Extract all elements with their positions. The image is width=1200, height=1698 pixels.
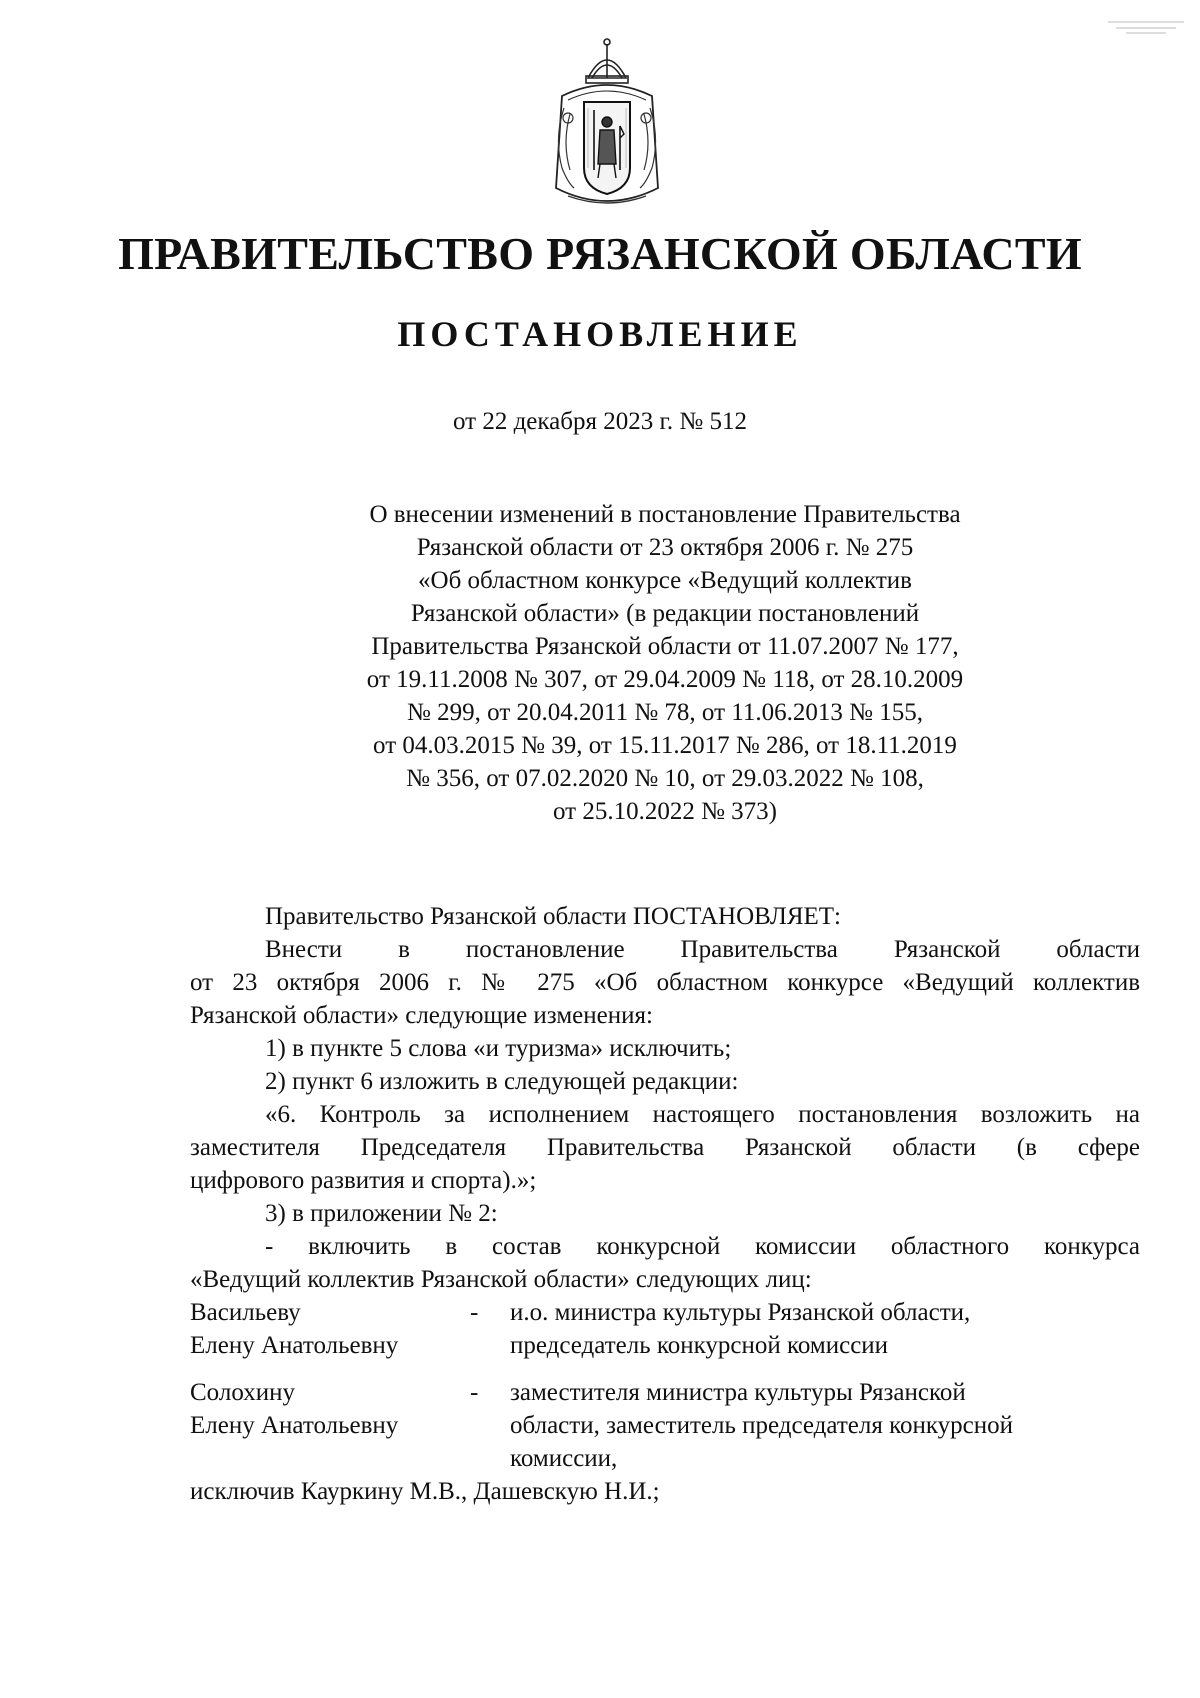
member-given-names: Елену Анатольевну	[190, 1412, 399, 1439]
document-body	[190, 900, 1140, 1508]
member-dash: -	[470, 1299, 479, 1326]
subject-line: О внесении изменений в постановление Правительства	[369, 501, 961, 528]
list-item: 2) пункт 6 изложить в следующей редакции:	[265, 1068, 739, 1095]
paragraph-line: цифрового развития и спорта).»;	[190, 1167, 537, 1194]
coat-of-arms-emblem	[548, 38, 666, 216]
paragraph-line: «6. Контроль за исполнением настоящего постановления возложить на	[265, 1101, 1140, 1128]
subject-line: Рязанской области от 23 октября 2006 г. № 275	[416, 534, 914, 561]
subject-line: № 356, от 07.02.2020 № 10, от 29.03.2022 № 108,	[406, 765, 924, 792]
document-date-number: от 22 декабря 2023 г. № 512	[452, 408, 748, 435]
subject-line: от 25.10.2022 № 373)	[552, 798, 778, 825]
list-item: 3) в приложении № 2:	[265, 1200, 498, 1227]
subject-line: от 19.11.2008 № 307, от 29.04.2009 № 118, от 28.10.2009	[366, 666, 964, 693]
member-role	[510, 1296, 1130, 1362]
subject-line: Рязанской области» (в редакции постановлений	[410, 600, 920, 627]
document-subject	[330, 498, 1000, 828]
member-name	[190, 1296, 470, 1362]
paragraph-line: Рязанской области» следующие изменения:	[190, 1002, 653, 1029]
member-surname: Солохину	[190, 1379, 295, 1406]
commission-member	[190, 1376, 1140, 1475]
member-role-line: комиссии,	[510, 1445, 618, 1472]
list-item: 1) в пункте 5 слова «и туризма» исключить;	[265, 1035, 732, 1062]
document-type-heading: ПОСТАНОВЛЕНИЕ	[397, 314, 803, 354]
member-name	[190, 1376, 470, 1475]
member-role-line: председатель конкурсной комиссии	[510, 1332, 889, 1359]
paragraph-line: «Ведущий коллектив Рязанской области» следующих лиц:	[190, 1266, 812, 1293]
member-role-line: заместителя министра культуры Рязанской	[510, 1379, 966, 1406]
member-surname: Васильеву	[190, 1299, 301, 1326]
member-given-names: Елену Анатольевну	[190, 1332, 399, 1359]
paragraph-line: - включить в состав конкурсной комиссии областного конкурса	[265, 1233, 1140, 1260]
subject-line: от 04.03.2015 № 39, от 15.11.2017 № 286, от 18.11.2019	[373, 732, 957, 759]
resolves-line: Правительство Рязанской области ПОСТАНОВЛЯЕТ:	[265, 903, 841, 930]
member-dash: -	[470, 1379, 479, 1406]
member-role-line: области, заместитель председателя конкурсной	[510, 1412, 1013, 1439]
subject-line: № 299, от 20.04.2011 № 78, от 11.06.2013 № 155,	[407, 699, 923, 726]
member-role-line: и.о. министра культуры Рязанской области,	[510, 1299, 971, 1326]
member-role	[510, 1376, 1130, 1475]
scan-mark-icon	[1106, 18, 1186, 38]
subject-line: «Об областном конкурсе «Ведущий коллектив	[418, 567, 912, 594]
government-title: ПРАВИТЕЛЬСТВО РЯЗАНСКОЙ ОБЛАСТИ	[118, 228, 1082, 279]
commission-member	[190, 1296, 1140, 1362]
paragraph-line: заместителя Председателя Правительства Рязанской области (в сфере	[190, 1134, 1140, 1161]
subject-line: Правительства Рязанской области от 11.07.2007 № 177,	[371, 633, 959, 660]
excluding-line: исключив Кауркину М.В., Дашевскую Н.И.;	[190, 1478, 660, 1505]
spacer	[190, 1362, 1140, 1376]
paragraph-line: от 23 октября 2006 г. № 275 «Об областном конкурсе «Ведущий коллектив	[190, 969, 1140, 996]
paragraph-line: Внести в постановление Правительства Рязанской области	[265, 936, 1140, 963]
